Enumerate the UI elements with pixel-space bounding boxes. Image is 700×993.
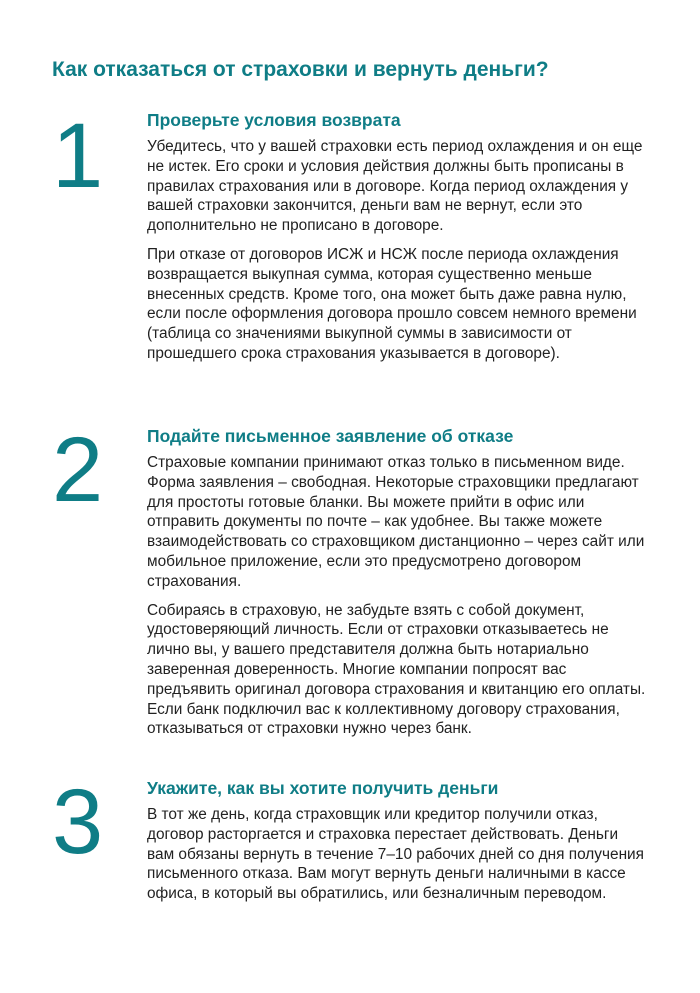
- paragraph: Страховые компании принимают отказ только в письменном виде. Форма заявления – свободная. Некоторые страховщики предлагают для простоты готовые бланки. Вы можете прийти в офис или отправить документы по почте – как удобнее. Вы также можете взаимодействовать со страховщиком дистанционно – через сайт или мобильное приложение, если это предусмотрено договором страхования.: [147, 454, 645, 590]
- step-number: 3: [52, 771, 104, 873]
- paragraph: Убедитесь, что у вашей страховки есть период охлаждения и он еще не истек. Его сроки и условия действия должны быть прописаны в правилах страхования или в договоре. Когда период охлаждения у вашей страховки закончится, деньги вам не вернут, если это дополнительно не прописано в договоре.: [147, 138, 643, 235]
- paragraph: В тот же день, когда страховщик или кредитор получили отказ, договор расторгается и страховка перестает действовать. Деньги вам обязаны вернуть в течение 7–10 рабочих дней со дня получения письменного отказа. Вам могут вернуть деньги наличными в кассе офиса, в который вы обратились, или безналичным переводом.: [147, 806, 644, 903]
- step-body: [147, 776, 647, 904]
- step-number: 2: [52, 419, 104, 521]
- step-body: [147, 424, 647, 739]
- paragraph: Собираясь в страховую, не забудьте взять с собой документ, удостоверяющий личность. Если от страховки отказываетесь не лично вы, у вашего представителя должна быть нотариально заверенная доверенность. Многие компании попросят вас предъявить оригинал договора страхования и квитанцию его оплаты. Если банк подключил вас к коллективному договору страхования, отказываться от страховки нужно через банк.: [147, 601, 646, 738]
- step-heading: Укажите, как вы хотите получить деньги: [147, 778, 499, 798]
- step-heading: Проверьте условия возврата: [147, 110, 401, 130]
- step-heading: Подайте письменное заявление об отказе: [147, 426, 514, 446]
- step-body: [147, 108, 647, 364]
- step-number: 1: [52, 105, 104, 207]
- paragraph: При отказе от договоров ИСЖ и НСЖ после периода охлаждения возвращается выкупная сумма, которая существенно меньше внесенных средств. Кроме того, она может быть даже равна нулю, если после оформления договора прошло совсем немного времени (таблица со значениями выкупной суммы в зависимости от прошедшего срока страхования указывается в договоре).: [147, 245, 637, 362]
- page-title: Как отказаться от страховки и вернуть деньги?: [52, 58, 549, 81]
